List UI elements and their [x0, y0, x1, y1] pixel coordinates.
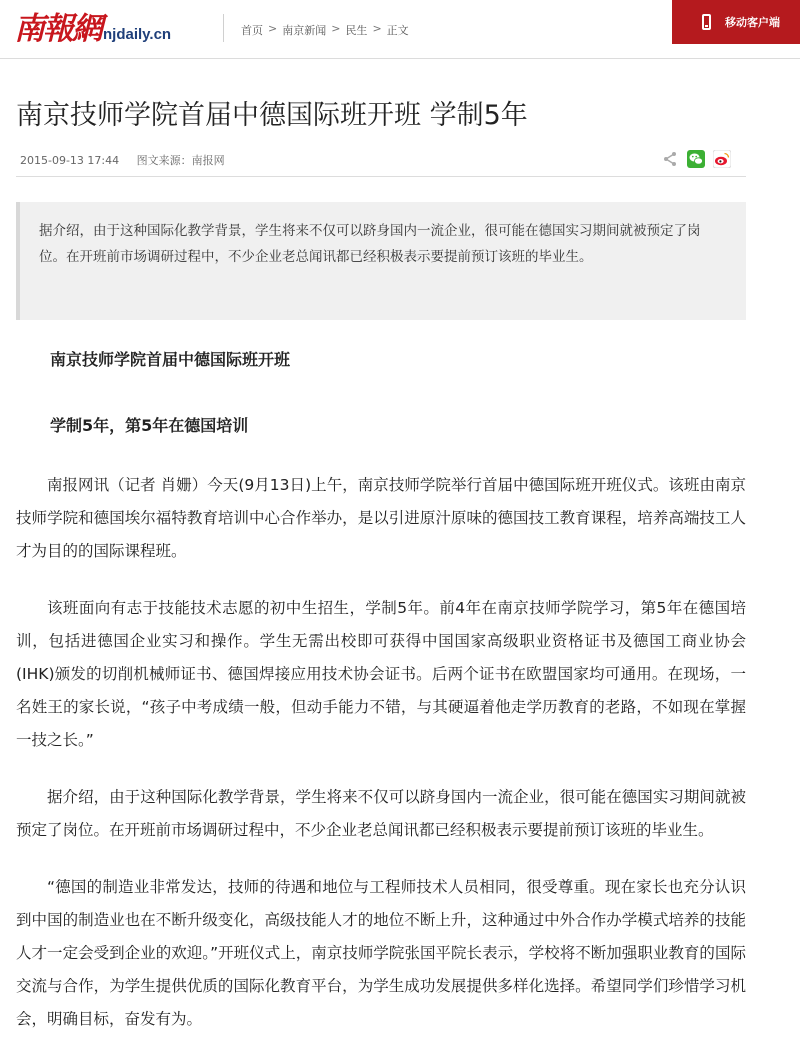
breadcrumb-separator: > [268, 22, 278, 35]
article-paragraph: “德国的制造业非常发达，技师的待遇和地位与工程师技术人员相同，很受尊重。现在家长也充分认识到中国的制造业也在不断升级变化，高级技能人才的地位不断上升，这种通过中外合作办学模式培养的技能人才一定会受到企业的欢迎。”开班仪式上，南京技师学院张国平院长表示，学校将不断加强职业教育的国际交流与合作，为学生提供优质的国际化教育平台，为学生成功发展提供多样化选择。希望同学们珍惜学习机会，明确目标，奋发有为。 [16, 878, 746, 1028]
logo-chinese-text: 南報網 [14, 11, 101, 47]
phone-icon [702, 14, 711, 30]
article-body [16, 342, 746, 1036]
share-bar [661, 150, 731, 168]
breadcrumb-minsheng[interactable]: 民生 [345, 24, 368, 37]
breadcrumb-nanjing-news[interactable]: 南京新闻 [282, 24, 327, 37]
article-subhead: 南京技师学院首届中德国际班开班 [50, 350, 291, 369]
article-subhead: 学制5年，第5年在德国培训 [50, 416, 249, 435]
mobile-client-label: 移动客户端 [725, 16, 780, 29]
breadcrumb-separator: > [331, 22, 341, 35]
breadcrumb-current[interactable]: 正文 [386, 24, 409, 37]
article-title: 南京技师学院首届中德国际班开班 学制5年 [16, 100, 528, 131]
breadcrumb-separator: > [372, 22, 382, 35]
breadcrumb [241, 22, 409, 38]
site-header [0, 0, 800, 59]
article-datetime: 2015-09-13 17:44 [20, 154, 120, 167]
wechat-icon[interactable] [687, 150, 705, 168]
article-paragraph: 据介绍，由于这种国际化教学背景，学生将来不仅可以跻身国内一流企业，很可能在德国实习期间就被预定了岗位。在开班前市场调研过程中，不少企业老总闻讯都已经积极表示要提前预订该班的毕业生。 [16, 788, 746, 839]
article-meta [20, 152, 239, 168]
logo-domain-text: njdaily.cn [103, 26, 172, 43]
site-logo[interactable] [14, 8, 171, 48]
share-icon[interactable] [661, 150, 679, 168]
title-divider [16, 176, 746, 177]
article-summary: 据介绍，由于这种国际化教学背景，学生将来不仅可以跻身国内一流企业，很可能在德国实习期间就被预定了岗位。在开班前市场调研过程中，不少企业老总闻讯都已经积极表示要提前预订该班的毕业生。 [16, 202, 746, 320]
weibo-icon[interactable] [713, 150, 731, 168]
header-divider [223, 14, 224, 42]
breadcrumb-home[interactable]: 首页 [241, 24, 263, 37]
mobile-client-button[interactable] [672, 0, 800, 44]
article-source: 图文来源：南报网 [136, 154, 225, 167]
article-paragraph: 该班面向有志于技能技术志愿的初中生招生，学制5年。前4年在南京技师学院学习，第5年在德国培训，包括进德国企业实习和操作。学生无需出校即可获得中国国家高级职业资格证书及德国工商业协会(IHK)颁发的切削机械师证书、德国焊接应用技术协会证书。后两个证书在欧盟国家均可通用。在现场，一名姓王的家长说，“孩子中考成绩一般，但动手能力不错，与其硬逼着他走学历教育的老路，不如现在掌握一技之长。” [16, 599, 746, 749]
article-paragraph: 南报网讯（记者 肖姗）今天(9月13日)上午，南京技师学院举行首届中德国际班开班仪式。该班由南京技师学院和德国埃尔福特教育培训中心合作举办，是以引进原汁原味的德国技工教育课程，培养高端技工人才为目的的国际课程班。 [16, 476, 746, 560]
